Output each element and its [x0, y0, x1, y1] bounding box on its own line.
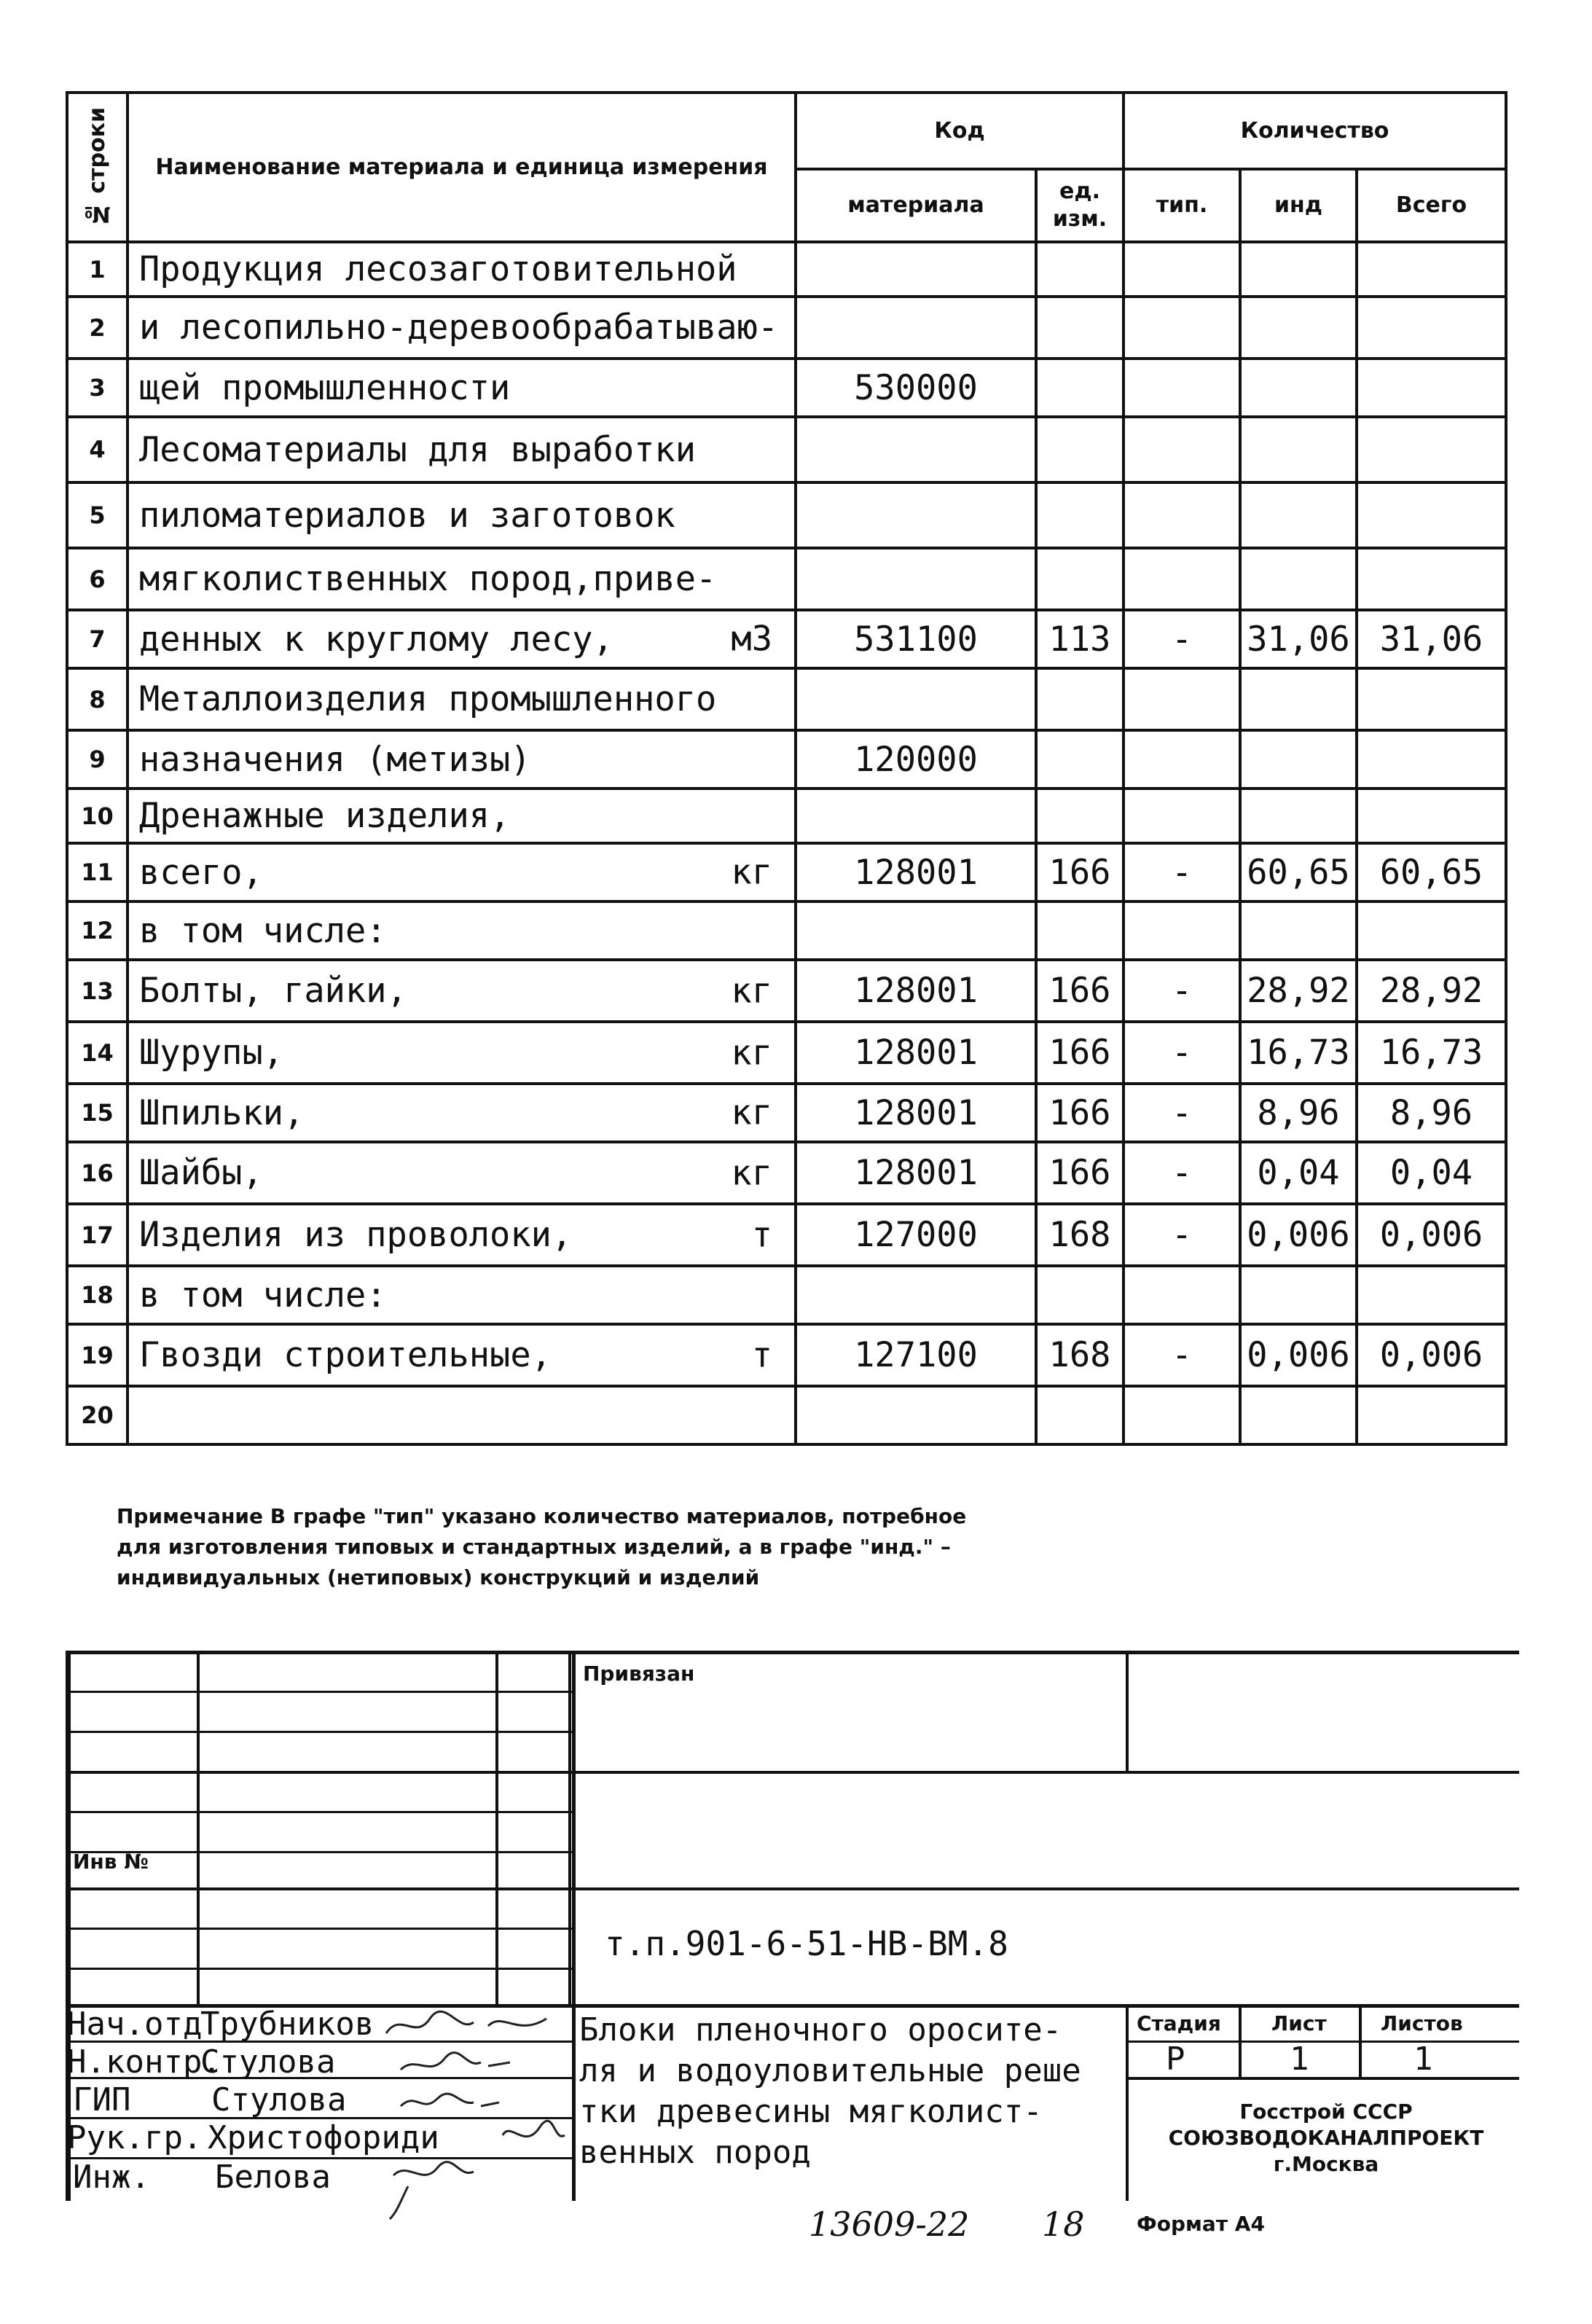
material-code [796, 789, 1036, 843]
qty-type [1124, 242, 1240, 297]
unit-code: 113 [1036, 610, 1124, 668]
material-name [128, 843, 796, 901]
table-row [67, 242, 1506, 297]
unit-code [1036, 1386, 1124, 1444]
material-name-text: пиломатериалов и заготовок [139, 495, 675, 536]
header-row-number: № строки [67, 93, 128, 242]
qty-total [1357, 297, 1506, 359]
qty-total [1357, 668, 1506, 730]
qty-type: - [1124, 1022, 1240, 1084]
staff-name: Трубников [200, 2006, 375, 2043]
staff-role: Инж. [73, 2159, 150, 2196]
unit-code [1036, 548, 1124, 610]
qty-ind [1240, 1266, 1357, 1324]
unit-code: 166 [1036, 843, 1124, 901]
unit-code: 166 [1036, 960, 1124, 1022]
qty-type [1124, 730, 1240, 789]
material-name-text: Лесоматериалы для выработки [139, 429, 697, 470]
qty-type: - [1124, 1324, 1240, 1386]
material-code: 128001 [796, 1084, 1036, 1142]
staff-role: Рук.гр. [67, 2119, 203, 2156]
material-name-text: Металлоизделия промышленного [139, 679, 717, 719]
table-row [67, 789, 1506, 843]
page-number: 18 [1042, 2204, 1085, 2244]
material-name [128, 610, 796, 668]
table-row [67, 610, 1506, 668]
table-row [67, 1142, 1506, 1204]
sheet-label: Лист [1271, 2011, 1327, 2035]
material-name-text: Изделия из проволоки, [139, 1215, 573, 1255]
document-code: т.п.901-6-51-НВ-ВМ.8 [605, 1924, 1008, 1963]
staff-role: Нач.отд [67, 2006, 203, 2043]
material-unit: т [751, 1335, 772, 1375]
material-code: 127100 [796, 1324, 1036, 1386]
organization: Госстрой СССР СОЮЗВОДОКАНАЛПРОЕКТ г.Москва [1168, 2100, 1484, 2176]
qty-total: 0,006 [1357, 1204, 1506, 1266]
qty-ind [1240, 548, 1357, 610]
table-row [67, 359, 1506, 417]
archive-number: 13609-22 [809, 2204, 970, 2244]
material-unit: кг [731, 971, 772, 1011]
header-qty-total: Всего [1357, 169, 1506, 242]
material-code [796, 417, 1036, 482]
qty-total [1357, 359, 1506, 417]
unit-code: 166 [1036, 1142, 1124, 1204]
sheet-value: 1 [1290, 2041, 1309, 2078]
material-name [128, 1386, 796, 1444]
table-row [67, 1204, 1506, 1266]
row-number: 8 [67, 668, 128, 730]
qty-ind: 8,96 [1240, 1084, 1357, 1142]
qty-ind [1240, 359, 1357, 417]
table-row [67, 730, 1506, 789]
table-row [67, 1084, 1506, 1142]
qty-ind: 0,006 [1240, 1204, 1357, 1266]
qty-ind [1240, 417, 1357, 482]
qty-ind: 0,04 [1240, 1142, 1357, 1204]
material-name-text: в том числе: [139, 1275, 387, 1315]
material-name [128, 548, 796, 610]
material-name-text: Гвозди строительные, [139, 1335, 552, 1375]
row-number: 15 [67, 1084, 128, 1142]
unit-code [1036, 789, 1124, 843]
table-row [67, 1266, 1506, 1324]
staff-name: Белова [215, 2159, 331, 2196]
material-name [128, 482, 796, 548]
material-code: 128001 [796, 960, 1036, 1022]
staff-name: Стулова [211, 2081, 347, 2118]
material-name [128, 1142, 796, 1204]
qty-ind [1240, 668, 1357, 730]
qty-ind [1240, 901, 1357, 960]
header-quantity: Количество [1124, 93, 1506, 169]
material-code [796, 1386, 1036, 1444]
header-qty-type: тип. [1124, 169, 1240, 242]
qty-total: 31,06 [1357, 610, 1506, 668]
table-row [67, 1324, 1506, 1386]
table-row [67, 482, 1506, 548]
material-name-text: и лесопильно-деревообрабатываю- [139, 308, 779, 348]
material-name-text: Шпильки, [139, 1092, 305, 1133]
qty-type [1124, 789, 1240, 843]
material-name [128, 1204, 796, 1266]
unit-code: 166 [1036, 1022, 1124, 1084]
qty-total [1357, 901, 1506, 960]
row-number: 16 [67, 1142, 128, 1204]
unit-code [1036, 297, 1124, 359]
material-name-text: назначения (метизы) [139, 739, 531, 780]
header-code-material: материала [796, 169, 1036, 242]
table-row [67, 548, 1506, 610]
material-name [128, 1324, 796, 1386]
row-number: 10 [67, 789, 128, 843]
header-code: Код [796, 93, 1124, 169]
row-number: 19 [67, 1324, 128, 1386]
qty-total [1357, 789, 1506, 843]
unit-code [1036, 668, 1124, 730]
qty-type [1124, 482, 1240, 548]
material-name-text: Дренажные изделия, [139, 796, 511, 836]
material-code [796, 1266, 1036, 1324]
unit-code [1036, 1266, 1124, 1324]
qty-total: 0,006 [1357, 1324, 1506, 1386]
material-code: 531100 [796, 610, 1036, 668]
qty-total: 16,73 [1357, 1022, 1506, 1084]
table-row [67, 901, 1506, 960]
qty-type [1124, 417, 1240, 482]
row-number: 18 [67, 1266, 128, 1324]
inv-no-label: Инв № [73, 1850, 149, 1874]
qty-ind: 0,006 [1240, 1324, 1357, 1386]
qty-type [1124, 1386, 1240, 1444]
table-row [67, 843, 1506, 901]
unit-code [1036, 901, 1124, 960]
row-number: 6 [67, 548, 128, 610]
sheets-label: Листов [1381, 2011, 1463, 2035]
material-code [796, 668, 1036, 730]
qty-type [1124, 901, 1240, 960]
qty-ind [1240, 242, 1357, 297]
stage-label: Стадия [1137, 2011, 1221, 2035]
row-number: 14 [67, 1022, 128, 1084]
material-code: 128001 [796, 1142, 1036, 1204]
qty-total [1357, 730, 1506, 789]
unit-code [1036, 482, 1124, 548]
unit-code: 168 [1036, 1324, 1124, 1386]
material-unit: кг [731, 1153, 772, 1193]
material-code [796, 297, 1036, 359]
unit-code: 166 [1036, 1084, 1124, 1142]
header-unit-code: ед. изм. [1036, 169, 1124, 242]
material-name-text: денных к круглому лесу, [139, 619, 613, 660]
material-unit: кг [731, 852, 772, 893]
qty-total [1357, 482, 1506, 548]
row-number: 1 [67, 242, 128, 297]
format-label: Формат А4 [1137, 2212, 1265, 2236]
qty-ind: 28,92 [1240, 960, 1357, 1022]
stage-value: Р [1166, 2041, 1185, 2078]
qty-ind: 60,65 [1240, 843, 1357, 901]
qty-ind [1240, 789, 1357, 843]
row-number: 3 [67, 359, 128, 417]
material-code: 120000 [796, 730, 1036, 789]
material-name [128, 1084, 796, 1142]
unit-code [1036, 242, 1124, 297]
material-name [128, 960, 796, 1022]
qty-total: 0,04 [1357, 1142, 1506, 1204]
qty-ind: 16,73 [1240, 1022, 1357, 1084]
qty-type: - [1124, 843, 1240, 901]
material-code: 128001 [796, 1022, 1036, 1084]
material-unit: м3 [731, 619, 772, 660]
qty-total [1357, 548, 1506, 610]
note-text: Примечание В графе "тип" указано количество материалов, потребное для изготовления типовых и стандартных изделий, а в графе "инд." – индивидуальных (нетиповых) конструкций и изделий [117, 1504, 967, 1589]
table-row [67, 960, 1506, 1022]
qty-type [1124, 548, 1240, 610]
material-code [796, 482, 1036, 548]
qty-total: 60,65 [1357, 843, 1506, 901]
row-number: 11 [67, 843, 128, 901]
material-name-text: Шайбы, [139, 1153, 263, 1193]
material-name [128, 789, 796, 843]
qty-ind [1240, 482, 1357, 548]
material-name-text: всего, [139, 852, 263, 893]
qty-type: - [1124, 610, 1240, 668]
qty-type: - [1124, 1142, 1240, 1204]
material-name-text: Шурупы, [139, 1033, 284, 1073]
qty-type: - [1124, 960, 1240, 1022]
qty-type [1124, 359, 1240, 417]
qty-type [1124, 668, 1240, 730]
material-name-text: Болты, гайки, [139, 971, 407, 1011]
material-name-text: мягколиственных пород,приве- [139, 559, 717, 599]
material-code [796, 901, 1036, 960]
material-name-text: в том числе: [139, 910, 387, 951]
material-name [128, 297, 796, 359]
staff-name: Стулова [200, 2043, 336, 2081]
qty-total [1357, 242, 1506, 297]
material-name [128, 417, 796, 482]
row-number: 9 [67, 730, 128, 789]
header-name: Наименование материала и единица измерения [128, 93, 796, 242]
staff-role: ГИП [73, 2081, 131, 2118]
privyazan-label: Привязан [583, 1662, 695, 1686]
row-number: 17 [67, 1204, 128, 1266]
material-name [128, 668, 796, 730]
qty-total [1357, 1266, 1506, 1324]
qty-total: 28,92 [1357, 960, 1506, 1022]
spec-table [66, 91, 1507, 1446]
material-code: 127000 [796, 1204, 1036, 1266]
qty-ind: 31,06 [1240, 610, 1357, 668]
material-name [128, 901, 796, 960]
qty-total [1357, 1386, 1506, 1444]
row-number: 4 [67, 417, 128, 482]
unit-code [1036, 730, 1124, 789]
table-row [67, 668, 1506, 730]
material-name [128, 730, 796, 789]
qty-total [1357, 417, 1506, 482]
qty-total: 8,96 [1357, 1084, 1506, 1142]
signatures [379, 2004, 576, 2223]
document-title: Блоки пленочного оросите- ля и водоуловительные реше тки древесины мягколист- венных пород [579, 2011, 1081, 2171]
material-code [796, 242, 1036, 297]
material-code: 128001 [796, 843, 1036, 901]
header-qty-ind: инд [1240, 169, 1357, 242]
row-number: 13 [67, 960, 128, 1022]
qty-type: - [1124, 1204, 1240, 1266]
table-row [67, 1022, 1506, 1084]
material-name [128, 1022, 796, 1084]
unit-code [1036, 359, 1124, 417]
material-unit: кг [731, 1092, 772, 1133]
qty-type [1124, 1266, 1240, 1324]
unit-code: 168 [1036, 1204, 1124, 1266]
material-name [128, 359, 796, 417]
staff-role: Н.контр. [67, 2043, 221, 2081]
row-number: 2 [67, 297, 128, 359]
row-number: 7 [67, 610, 128, 668]
material-name-text: щей промышленности [139, 367, 511, 408]
material-code [796, 548, 1036, 610]
staff-name: Христофориди [208, 2119, 439, 2156]
material-code: 530000 [796, 359, 1036, 417]
row-number: 5 [67, 482, 128, 548]
qty-ind [1240, 730, 1357, 789]
qty-ind [1240, 1386, 1357, 1444]
sheets-value: 1 [1413, 2041, 1433, 2078]
qty-type: - [1124, 1084, 1240, 1142]
qty-type [1124, 297, 1240, 359]
material-unit: т [751, 1215, 772, 1255]
material-name [128, 242, 796, 297]
table-row [67, 297, 1506, 359]
material-unit: кг [731, 1033, 772, 1073]
row-number: 12 [67, 901, 128, 960]
material-name-text: Продукция лесозаготовительной [139, 249, 737, 289]
unit-code [1036, 417, 1124, 482]
qty-ind [1240, 297, 1357, 359]
row-number: 20 [67, 1386, 128, 1444]
material-name [128, 1266, 796, 1324]
table-row [67, 1386, 1506, 1444]
table-row [67, 417, 1506, 482]
